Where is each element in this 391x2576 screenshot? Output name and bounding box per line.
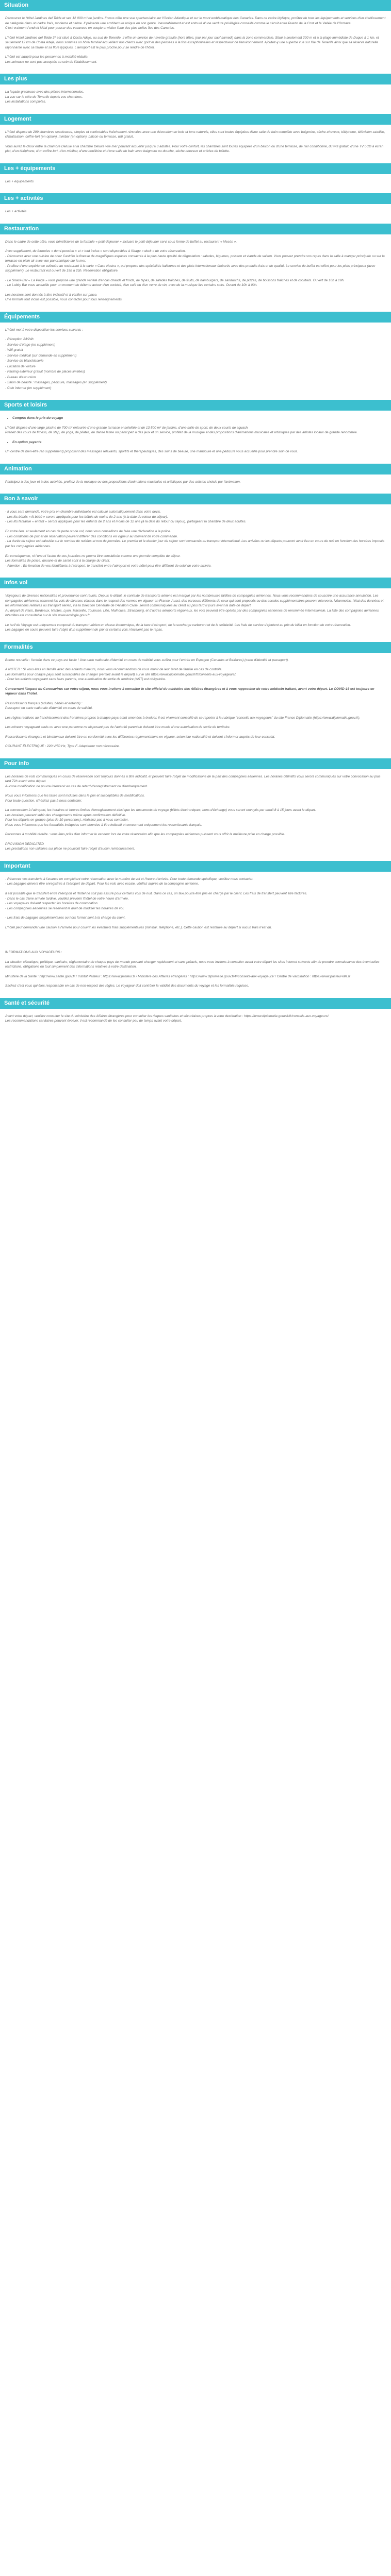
logement-paragraph-1: L'hôtel dispose de 299 chambres spacieuses, simples et confortables fraîchement rénovées avec une décoration en bois et tons naturels, elles sont toutes équipées d'une salle de bain complète avec baignoire, sèche-cheveux, téléphone, télévision satellite, climatisation, coffre-fort (en option), minibar (en option), balcon ou terrasse, wifi gratuit. xyxy=(5,130,385,139)
situation-paragraph-3: L'hôtel est adapté pour les personnes à mobilité réduite. Les animaux ne sont pas acceptés au sein de l'établissement. xyxy=(5,55,97,64)
formalites-paragraph-5: Les règles relatives au franchissement des frontières propres à chaque pays étant amenées à évoluer, il est vivement conseillé de se reporter à la rubrique "conseils aux voyageurs" du site France Diplomatie (https://www.diplomatie.gouv.fr). xyxy=(5,716,361,720)
pour-info-paragraph-1: Les horaires de vols communiqués en cours de réservation sont toujours donnés à titre indicatif, et peuvent faire l'objet de modifications de la part des compagnies aériennes. Les horaires définitifs vous seront communiqués sur votre convocation au plus tard 72h avant votre départ. Aucune modification ne pourra intervenir en cas de retard d'enregistrement ou d'embarquement. xyxy=(5,774,381,788)
formalites-paragraph-3: Concernant l'impact du Coronavirus sur votre séjour, nous vous invitons à consulter le site officiel du ministère des Affaires étrangères et à vous rapprocher de votre médecin traitant, avant votre départ. Le COVID-19 est toujours en vigueur dans l'hôtel. xyxy=(5,687,374,696)
formalites-paragraph-6: Les mineurs voyageant seuls ou avec une personne ne disposant pas de l'autorité parentale doivent être munis d'une autorisation de sortie de territoire. xyxy=(5,725,231,729)
section-header-activites: Les + activités xyxy=(0,193,391,204)
equipements-intro: L'hôtel met à votre disposition les services suivants : xyxy=(5,328,83,332)
infos-vol-paragraph-2: Le tarif de Voyage est uniquement composé du transport aérien en classe économique, de la taxe d'aéroport, de la surcharge carburant et de la solidarité. Les frais de service s'ajoutent au prix du billet en fonction de votre réservation. Les bagages en soute peuvent faire l'objet d'un supplément de prix et certains vols n'incluent pas le repas. xyxy=(5,623,351,632)
section-header-infos-vol: Infos vol xyxy=(0,578,391,588)
pour-info-paragraph-3: La convocation à l'aéroport, les horaires et heures limites d'enregistrement ainsi que les documents de voyage (billets électroniques, bons d'échange) vous seront envoyés par email 8 à 15 jours avant le départ. Les horaires peuvent subir des changements même après confirmation définitive. Pour les départs en groupe (plus de 10 personnes), n'hésitez pas à nous contacter. Nous vous informons que les formalités indiquées sont données à titre indicatif et concernent uniquement les ressortissants français. xyxy=(5,808,316,827)
section-header-plus: Les plus xyxy=(0,74,391,84)
sports-paragraph-1: L'hôtel dispose d'une large piscine de 700 m² entourée d'une grande terrasse ensoleillée et de 13 500 m² de jardins, d'une salle de sport, de deux courts de squash. Prenez des cours de fitness, de step, de yoga, de pilates, de danse latine ou participez à des jeux et un service, profitez de la musique et des propositions d'animations musicales et artistiques par des artistes locaux de grande renommée. xyxy=(5,426,358,434)
section-header-bon-a-savoir: Bon à savoir xyxy=(0,494,391,504)
restauration-paragraph-2: Avec supplément, de formules « demi-pension » et « tout inclus » sont disponibles à l'étage « deck » de votre réservation. - Découvrez avec une cuisine de chez Castrillo la finesse de magnifiques espaces consacrés à la plus haute qualité de dégustation : salades, légumes, poisson et viande de saison. Vous pouvez prendre vos repas dans la salle à manger principale ou sur la terrasse en plein air avec vue panoramique sur la mer. - Profitez d'une expérience culinaire au restaurant à la carte « Casa Nostra », qui propose des spécialités italiennes et des plats internationaux élaborés avec des produits frais et de qualité. Le service de buffet est offert pour les plats principaux (avec supplément). Le restaurant est ouvert de 19h à 23h. Réservation obligatoire. xyxy=(5,249,385,273)
list-item: - Bureau d'excursion xyxy=(5,375,36,379)
pour-info-paragraph-5: PROVISION DEDICATED Les prestations non utilisées sur place ne pourront faire l'objet d'aucun remboursement. xyxy=(5,842,135,851)
list-item: - Service d'étage (en supplément) xyxy=(5,343,56,347)
formalites-paragraph-8: COURANT ÉLECTRIQUE : 220 V/50 Hz, Type F. Adaptateur non nécessaire. xyxy=(5,744,120,748)
formalites-paragraph-7: Ressortissants étrangers et binationaux doivent être en conformité avec les différentes réglementations en vigueur, selon leur nationalité et doivent s'informer auprès de leur consulat. xyxy=(5,735,275,739)
restauration-paragraph-3: - Le Snack-Bar « La Plage » vous propose une grande variété d'encas chauds et froids, de tapas, de salades fraîches, de fruits, de hamburgers, de sandwichs, de pizzas, de boissons fraîches et de cocktails. Ouvert de 10h à 19h. - Le Lobby Bar vous accueille pour un moment de détente autour d'un cocktail, d'un café ou d'un verre de vin, avec de la musique live certains soirs. Ouvert de 10h à 00h. xyxy=(5,278,345,287)
infos-vol-paragraph-1: Voyageurs de diverses nationalités et provenance sont réunis. Depuis le début, le contexte de transports aériens est marqué par les nombreuses faillites de compagnies aériennes. Nous vous recommandons de souscrire une assurance annulation. Les compagnies aériennes assurent les vols de diverses classes dans le respect des normes en vigueur en France. Aussi, des parcours différents de ceux qui sont proposés ou des escales supplémentaires peuvent intervenir. Néanmoins, l'état des données et les informations relatives au transport aérien, via la Direction Générale de l'Aviation Civile, seront communiquées au client au plus tard 8 jours avant la date de départ. Au départ de Paris, Bordeaux, Nantes, Lyon, Marseille, Toulouse, Lille, Mulhouse, Strasbourg, et d'autres aéroports régionaux, les vols peuvent être opérés par des compagnies aériennes de renommée internationale. La liste des compagnies aériennes interdites est consultable sur le site www.ecologie.gouv.fr. xyxy=(5,594,384,617)
infos-voyageurs-paragraph-2: Ministère de la Santé : http://www.sante.gouv.fr / Institut Pasteur : https://www.pasteur.fr / Ministère des Affaires étrangères : https://www.diplomatie.gouv.fr/fr/conseils-aux-voyageurs/ / Centre de vaccination : https://www.pasteur-lille.fr xyxy=(5,974,350,978)
equipements-paragraph: Les + équipements xyxy=(5,179,34,183)
sports-included-list xyxy=(0,416,391,421)
important-paragraph-1: - Réservez vos transferts à l'avance en complétant votre réservation avec le numéro de vol et l'heure d'arrivée. Pour toute demande spécifique, veuillez nous contacter. - Les bagages doivent être enregistrés à l'aéroport de départ. Pour les vols avec escale, vérifiez auprès de la compagnie aérienne. Il est possible que le transfert entre l'aéroport et l'hôtel ne soit pas assuré pour certains vols de nuit. Dans ce cas, un taxi pourra être pris en charge par le client. Les frais de transfert peuvent être facturés. - Dans le cas d'une arrivée tardive, veuillez prévenir l'hôtel de votre heure d'arrivée. - Les voyageurs doivent respecter les horaires de convocation. - Les compagnies aériennes se réservent le droit de modifier les horaires de vol. xyxy=(5,877,307,910)
formalites-paragraph-1: Bonne nouvelle : l'entrée dans ce pays est facile ! Une carte nationale d'identité en cours de validité vous suffira pour l'entrée en Espagne (Canaries et Baléares) (carte d'identité et passeport). xyxy=(5,658,289,662)
spacer xyxy=(0,935,391,950)
list-item: - Service médical (sur demande en supplément) xyxy=(5,353,77,358)
situation-paragraph-1: Découvrez le Hôtel Jardines del Teide et ses 12 000 m² de jardins. Il vous offre une vue spectaculaire sur l'Océan Atlantique et sur le mont emblématique des Canaries. Dans ce cadre idyllique, profitez de tous les équipements et services d'un établissement de catégorie dans un cadre frais, moderne et calme. Il présente une architecture unique en son genre. Inexorablement et est entouré d'une verdure privilégiée conseillé comme le circuit entre Puerto de la Cruz et la Vallée de l'Orotava. C'est vraiment l'endroit idéal pour passer des vacances en couple et visiter l'une des plus belles îles des Canaries. xyxy=(5,16,386,30)
bon-a-savoir-paragraph: - Il vous sera demandé, votre prix en chambre individuelle est calculé automatiquement dans votre devis. - Les lits bébés « lit bébé » seront appliqués pour les bébés de moins de 2 ans (à la date du retour du séjour). - Les lits fantaisie « enfant » seront appliqués pour les enfants de 2 ans et moins de 12 ans (à la date du retour du séjour), partageant la chambre de deux adultes. En votre lieu, et seulement en cas de perte ou de vol, nous vous conseillons de faire une déclaration à la police. - Les conditions de prix et de réservation peuvent différer des conditions en vigueur au moment de votre commande. - La durée du séjour est calculée sur le nombre de nuitées et non de journées. Le premier et le dernier jour du séjour sont consacrés au transport international. Les arrivées ou les départs pourront avoir lieu en cours de nuit en fonction des horaires imposés par les compagnies aériennes. En conséquence, ni l'une ni l'autre de ces journées ne pourra être considérée comme une journée complète de séjour. Les formalités de police, douane et de santé sont à la charge du client. - Attention : En fonction de vos identifiants à l'aéroport, le transfert entre l'aéroport et votre hôtel peut être différent de celui de votre arrivée. xyxy=(5,510,385,568)
activites-paragraph: Les + activités xyxy=(5,210,27,213)
list-item: - Wifi gratuit xyxy=(5,348,23,352)
list-item: - Coin internet (en supplément) xyxy=(5,386,52,390)
animation-paragraph: Participez à des jeux et à des activités, profitez de la musique ou des propositions d'animations musicales et artistiques par des artistes choisis par l'animation. xyxy=(5,480,241,484)
restauration-paragraph-1: Dans le cadre de cette offre, vous bénéficierez de la formule « petit-déjeuner » incluant le petit-déjeuner servi sous forme de buffet au restaurant « Mesón ». xyxy=(5,240,237,244)
section-header-animation: Animation xyxy=(0,464,391,474)
formalites-paragraph-2: A NOTER : Si vous êtes en famille avec des enfants mineurs, nous vous recommandons de vous munir de leur livret de famille en cas de contrôle. Les formalités pour chaque pays sont susceptibles de changer (vérifiez avant le départ) sur le site https://www.diplomatie.gouv.fr/fr/conseils-aux-voyageurs/. - Pour les enfants voyageant sans leurs parents, une autorisation de sortie de territoire (AST) est obligatoire. xyxy=(5,668,237,681)
sports-included-subhead: • Compris dans le prix du voyage xyxy=(12,416,386,421)
page xyxy=(0,0,391,1039)
plus-paragraph: La façade gracieuse avec des pièces internationales. La vue sur la côte de Tenerife depuis vos chambres. Les installations complètes. xyxy=(5,90,84,104)
section-header-situation: Situation xyxy=(0,0,391,11)
equipements-list xyxy=(0,337,391,391)
restauration-paragraph-4: Les horaires sont donnés à titre indicatif et à vérifier sur place. Une formule tout inclus est possible, nous contacter pour tous renseignements. xyxy=(5,293,123,301)
section-header-sports: Sports et loisirs xyxy=(0,400,391,411)
pour-info-paragraph-2: Nous vous informons que les taxes sont incluses dans le prix et susceptibles de modifications. Pour toute question, n'hésitez pas à nous contacter. xyxy=(5,794,145,803)
section-header-sante: Santé et sécurité xyxy=(0,998,391,1009)
list-item: - Location de voiture xyxy=(5,364,36,368)
infos-voyageurs-title: INFORMATIONS AUX VOYAGEURS : xyxy=(5,951,62,954)
pour-info-paragraph-4: Personnes à mobilité réduite : vous êtes priés d'en informer le vendeur lors de votre réservation afin que les compagnies aériennes puissent vous offrir la meilleure prise en charge possible. xyxy=(5,833,285,836)
list-item: - Parking extérieur gratuit (nombre de places limitées) xyxy=(5,370,85,374)
section-header-important: Important xyxy=(0,861,391,872)
section-header-formalites: Formalités xyxy=(0,642,391,653)
sports-option-list xyxy=(0,440,391,445)
situation-paragraph-2: L'hôtel Hotel Jardines del Teide 3* est situé à Costa Adeje, au sud de Tenerife. Il offre un service de navette gratuite (hors fêtes, jour par jour sauf samedi) dans la zone commerciale. Situé à seulement 200 m et à la plage immédiate de Duque à 1 km, et seulement 12 km de Costa Adeje, nous sommes un hôtel familial accueillant nos clients avec goût et des pensées à la fois exceptionnelles et respectueux de l'environnement. Ajoutez-y une superbe vue sur l'île de Tenerife ainsi que sa réserve naturelle rayonnante avec sa faune et sa flore typiques. L'aéroport est le plus proche pour se rendre de l'hôtel. xyxy=(5,36,379,49)
list-item: - Réception 24/24h xyxy=(5,337,34,341)
infos-voyageurs-paragraph-3: Sachez c'est vous qui êtes responsable en cas de non-respect des règles. Le voyageur doit contrôler la validité des documents du voyage et les formalités requises. xyxy=(5,984,249,988)
section-header-logement: Logement xyxy=(0,114,391,125)
section-header-equipements: Les + équipements xyxy=(0,163,391,174)
formalites-paragraph-4: Ressortissants français (adultes, bébés et enfants) : Passeport ou carte nationale d'identité en cours de validité. xyxy=(5,701,93,710)
logement-paragraph-2: Vous aurez le choix entre la chambre Deluxe et la chambre Deluxe vue mer pouvant accueillir jusqu'à 3 adultes. Pour votre confort, les chambres sont toutes équipées d'un balcon ou d'une terrasse, de l'air conditionné, du wifi gratuit, d'une TV LCD à écran plat, d'un téléphone, d'un coffre-fort, d'un minibar, d'une bouilloire et d'une salle de bain avec baignoire ou douche, sèche-cheveux et articles de toilette. xyxy=(5,144,384,153)
list-item: - Service de blanchisserie xyxy=(5,359,44,363)
infos-voyageurs-paragraph-1: La situation climatique, politique, sanitaire, réglementaire de chaque pays de monde pouvant changer rapidement et sans préavis, nous vous invitons à consulter avant votre départ les sites internet suivants afin de prendre connaissance des éventuelles restrictions, obligations ou tout simplement des informations relatives à votre destination. xyxy=(5,960,380,969)
sports-option-subhead: • En option payante xyxy=(12,440,386,445)
important-paragraph-3: L'hôtel peut demander une caution à l'arrivée pour couvrir les éventuels frais supplémentaires (minibar, téléphone, etc.). Cette caution est restituée au départ si aucun frais n'est dû. xyxy=(5,925,272,929)
section-header-pour-info: Pour info xyxy=(0,758,391,769)
important-paragraph-2: - Les frais de bagages supplémentaires ou hors format sont à la charge du client. xyxy=(5,916,126,920)
section-header-restauration: Restauration xyxy=(0,224,391,234)
list-item: - Salon de beauté : massages, pédicure, massages (en supplément) xyxy=(5,381,107,384)
section-header-equipements-hotel: Équipements xyxy=(0,312,391,323)
sante-paragraph: Avant votre départ, veuillez consulter le site du ministère des Affaires étrangères pour consulter les risques sanitaires et sécuritaires propres à votre destination : https://www.diplomatie.gouv.fr/fr/conseils-aux-voyageurs/. Les recommandations sanitaires peuvent évoluer, il est recommandé de les consulter peu de temps avant votre départ. xyxy=(5,1014,330,1023)
sports-paragraph-2: Un centre de bien-être (en supplément) proposant des massages relaxants, sportifs et thérapeutiques, des soins de beauté, une manucure et une pédicure vous accueille pour prendre soin de vous. xyxy=(5,450,299,453)
